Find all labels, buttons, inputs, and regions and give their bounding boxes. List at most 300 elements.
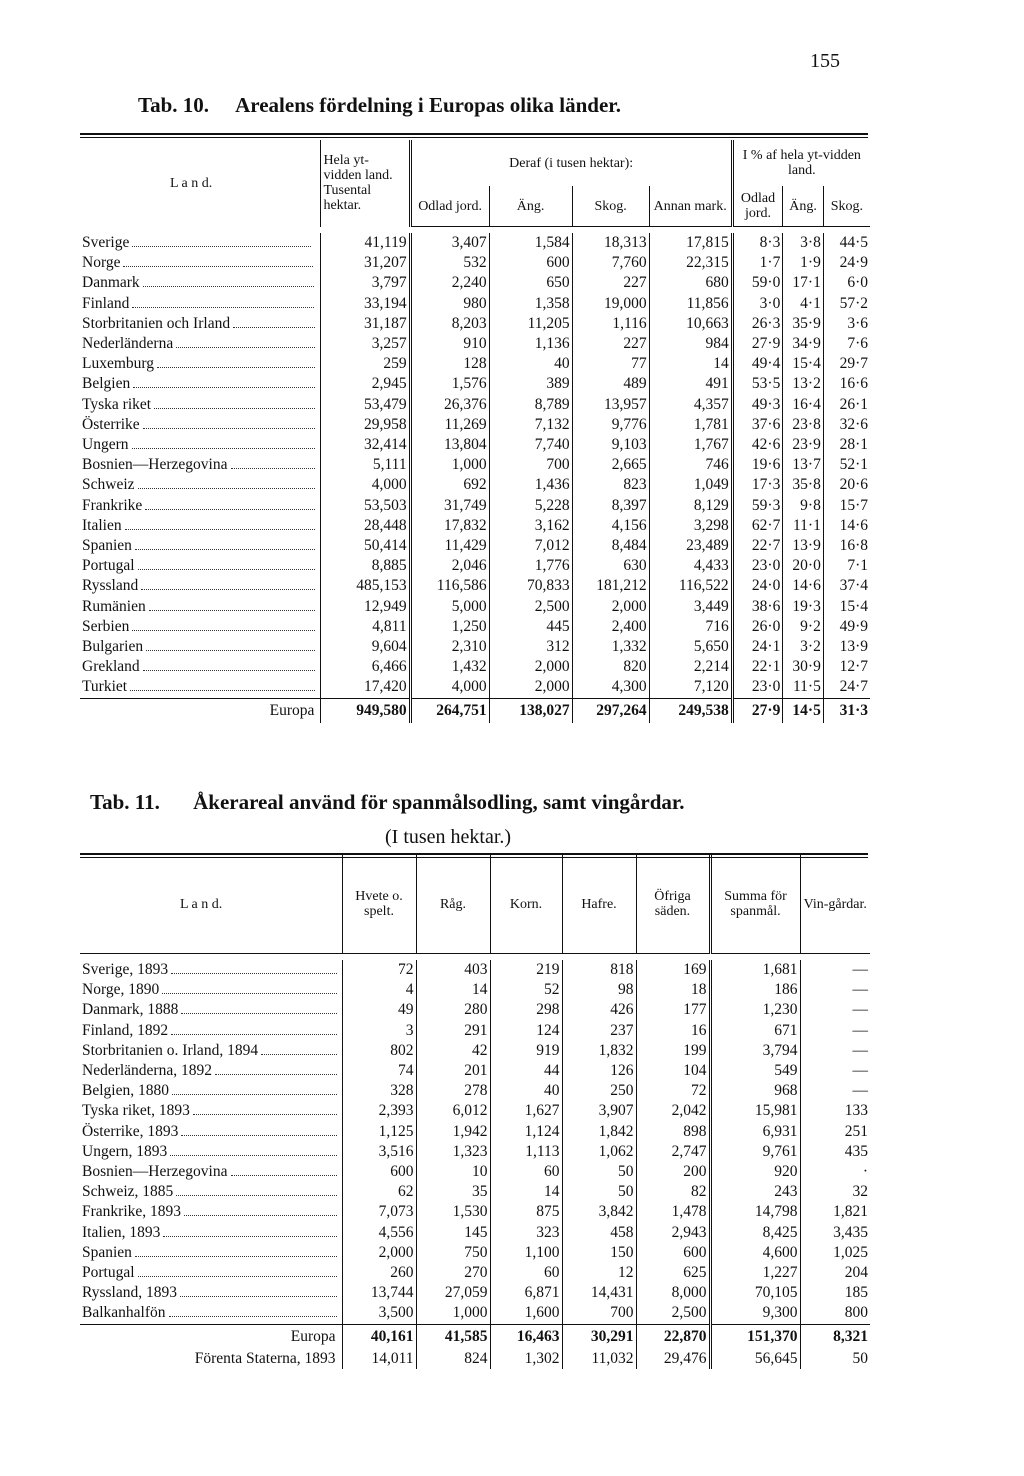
value-cell: 104: [636, 1061, 710, 1081]
value-cell: 1,100: [490, 1243, 562, 1263]
value-cell: 28,448: [321, 516, 410, 536]
value-cell: 77: [572, 354, 649, 374]
value-cell: 50,414: [321, 536, 410, 556]
value-cell: 3,516: [342, 1142, 416, 1162]
leader-dots: [233, 317, 315, 328]
table-row: [80, 1021, 870, 1041]
value-cell: 2,214: [649, 657, 732, 677]
value-cell: 2,000: [342, 1243, 416, 1263]
value-cell: 15·7: [823, 496, 870, 516]
value-cell: 27·9: [732, 698, 783, 723]
leader-dots: [170, 1145, 337, 1156]
value-cell: 7,012: [489, 536, 572, 556]
total-row: [80, 1324, 870, 1349]
value-cell: 249,538: [649, 698, 732, 723]
table-row: [80, 314, 870, 334]
value-cell: 74: [342, 1061, 416, 1081]
land-name: Rumänien: [82, 597, 146, 615]
value-cell: 259: [321, 354, 410, 374]
tab11-body: [80, 960, 870, 1369]
value-cell: 7,740: [489, 435, 572, 455]
value-cell: 13·9: [823, 637, 870, 657]
value-cell: 7,120: [649, 677, 732, 698]
land-cell: [80, 273, 321, 293]
leader-dots: [184, 1205, 337, 1216]
tab11-header-hvete: Hvete o. spelt.: [342, 855, 416, 954]
value-cell: 133: [800, 1101, 870, 1121]
table-row: [80, 657, 870, 677]
value-cell: 3·0: [732, 294, 783, 314]
table-row: [80, 516, 870, 536]
value-cell: 8,484: [572, 536, 649, 556]
land-name: Sverige, 1893: [82, 961, 169, 978]
value-cell: 3,257: [321, 334, 410, 354]
value-cell: 13·9: [783, 536, 824, 556]
land-cell: [80, 597, 321, 617]
land-name: Nederländerna, 1892: [82, 1062, 212, 1080]
value-cell: 3·2: [783, 637, 824, 657]
value-cell: 56,645: [710, 1349, 800, 1369]
value-cell: —: [800, 1061, 870, 1081]
value-cell: 18,313: [572, 233, 649, 253]
value-cell: 2,000: [489, 677, 572, 698]
leader-dots: [171, 1024, 337, 1035]
value-cell: 31,187: [321, 314, 410, 334]
value-cell: 298: [490, 1000, 562, 1020]
land-cell: [80, 657, 321, 677]
value-cell: 219: [490, 960, 562, 980]
land-cell: [80, 314, 321, 334]
land-cell: [80, 374, 321, 394]
value-cell: 746: [649, 455, 732, 475]
total-row: [80, 698, 870, 723]
value-cell: 126: [562, 1061, 636, 1081]
value-cell: 53,479: [321, 395, 410, 415]
leader-dots: [157, 357, 315, 368]
table-row: [80, 354, 870, 374]
land-name: Italien, 1893: [82, 1223, 161, 1241]
value-cell: 3,794: [710, 1041, 800, 1061]
land-name: Portugal: [82, 557, 135, 575]
value-cell: 3: [342, 1021, 416, 1041]
value-cell: 802: [342, 1041, 416, 1061]
value-cell: 389: [489, 374, 572, 394]
tab11-title: [90, 790, 990, 815]
land-name: Turkiet: [82, 678, 128, 696]
value-cell: 31·3: [823, 698, 870, 723]
tab10-header-hela: Hela yt-vidden land. Tusental hektar.: [321, 140, 410, 227]
value-cell: 270: [416, 1263, 490, 1283]
value-cell: 16: [636, 1021, 710, 1041]
value-cell: 1,250: [410, 617, 489, 637]
table-row: [80, 1283, 870, 1303]
value-cell: 70,833: [489, 576, 572, 596]
value-cell: 9,103: [572, 435, 649, 455]
land-cell: [80, 1223, 342, 1243]
land-name: Belgien: [82, 375, 131, 393]
value-cell: 1,576: [410, 374, 489, 394]
value-cell: 984: [649, 334, 732, 354]
value-cell: 11·1: [783, 516, 824, 536]
table-row: [80, 334, 870, 354]
value-cell: 700: [562, 1303, 636, 1324]
land-name: Tyska riket, 1893: [82, 1102, 190, 1120]
table-row: [80, 1223, 870, 1243]
value-cell: 11,205: [489, 314, 572, 334]
value-cell: 2,393: [342, 1101, 416, 1121]
value-cell: 1,821: [800, 1202, 870, 1222]
land-cell: [80, 294, 321, 314]
table-row: [80, 455, 870, 475]
land-name: Österrike: [82, 415, 140, 433]
value-cell: 32·6: [823, 415, 870, 435]
land-name: Balkanhalfön: [82, 1304, 166, 1322]
value-cell: 3·6: [823, 314, 870, 334]
value-cell: 72: [636, 1081, 710, 1101]
value-cell: 818: [562, 960, 636, 980]
value-cell: 3,298: [649, 516, 732, 536]
value-cell: 2,943: [636, 1223, 710, 1243]
value-cell: 22·1: [732, 657, 783, 677]
value-cell: 6,466: [321, 657, 410, 677]
land-name: Portugal: [82, 1264, 135, 1282]
value-cell: 243: [710, 1182, 800, 1202]
value-cell: 8,425: [710, 1223, 800, 1243]
value-cell: 6,871: [490, 1283, 562, 1303]
value-cell: 8,789: [489, 395, 572, 415]
value-cell: 1·9: [783, 253, 824, 273]
value-cell: 237: [562, 1021, 636, 1041]
leader-dots: [143, 276, 314, 287]
value-cell: 4,300: [572, 677, 649, 698]
value-cell: 201: [416, 1061, 490, 1081]
value-cell: 38·6: [732, 597, 783, 617]
value-cell: 18: [636, 980, 710, 1000]
tab10-header-land: L a n d.: [170, 175, 213, 191]
value-cell: 250: [562, 1081, 636, 1101]
land-name: Spanien: [82, 537, 132, 555]
leader-dots: [231, 458, 315, 469]
tab10-heading: Arealens fördelning i Europas olika länder.: [235, 93, 621, 117]
value-cell: 16,463: [490, 1324, 562, 1349]
land-cell: [80, 1243, 342, 1263]
value-cell: 26·1: [823, 395, 870, 415]
value-cell: 1,025: [800, 1243, 870, 1263]
value-cell: 31,749: [410, 496, 489, 516]
value-cell: 280: [416, 1000, 490, 1020]
land-name: Storbritanien och Irland: [82, 314, 231, 332]
tab11-header-ovriga: Öfriga säden.: [636, 855, 710, 954]
land-name: Europa: [290, 1327, 336, 1345]
value-cell: 41,119: [321, 233, 410, 253]
leader-dots: [138, 1266, 337, 1277]
land-cell: [80, 556, 321, 576]
value-cell: 14,431: [562, 1283, 636, 1303]
value-cell: 29·7: [823, 354, 870, 374]
value-cell: —: [800, 1081, 870, 1101]
leader-dots: [130, 680, 315, 691]
leader-dots: [125, 519, 315, 530]
value-cell: 30·9: [783, 657, 824, 677]
value-cell: 491: [649, 374, 732, 394]
value-cell: 62·7: [732, 516, 783, 536]
value-cell: 1,584: [489, 233, 572, 253]
leader-dots: [135, 539, 315, 550]
leader-dots: [180, 1286, 337, 1297]
leader-dots: [145, 499, 315, 510]
tab10-header-annan: Annan mark.: [649, 186, 732, 227]
value-cell: 3,842: [562, 1202, 636, 1222]
table-row: [80, 415, 870, 435]
tab11-header-summa: Summa för spanmål.: [710, 855, 800, 954]
value-cell: 968: [710, 1081, 800, 1101]
value-cell: 44: [490, 1061, 562, 1081]
value-cell: 29,958: [321, 415, 410, 435]
value-cell: 49·9: [823, 617, 870, 637]
value-cell: 8,397: [572, 496, 649, 516]
table-row: [80, 435, 870, 455]
value-cell: 7,132: [489, 415, 572, 435]
land-name: Belgien, 1880: [82, 1082, 169, 1100]
value-cell: 671: [710, 1021, 800, 1041]
land-cell: [80, 233, 321, 253]
value-cell: 919: [490, 1041, 562, 1061]
leader-dots: [163, 1226, 337, 1237]
value-cell: 549: [710, 1061, 800, 1081]
land-cell: [80, 576, 321, 596]
land-name: Ryssland, 1893: [82, 1284, 177, 1302]
leader-dots: [138, 559, 315, 570]
value-cell: 13,957: [572, 395, 649, 415]
land-name: Ungern: [82, 436, 129, 454]
value-cell: 3,162: [489, 516, 572, 536]
tab10-body: [80, 233, 870, 723]
land-name: Spanien: [82, 1243, 132, 1261]
table-row: [80, 677, 870, 698]
value-cell: 9,761: [710, 1142, 800, 1162]
value-cell: 1,776: [489, 556, 572, 576]
table-row: [80, 597, 870, 617]
land-cell: [80, 354, 321, 374]
table-row: [80, 1162, 870, 1182]
value-cell: 1,781: [649, 415, 732, 435]
value-cell: 13,744: [342, 1283, 416, 1303]
value-cell: 1,302: [490, 1349, 562, 1369]
value-cell: 2,310: [410, 637, 489, 657]
value-cell: —: [800, 1000, 870, 1020]
value-cell: 40,161: [342, 1324, 416, 1349]
value-cell: 4,600: [710, 1243, 800, 1263]
value-cell: 98: [562, 980, 636, 1000]
land-name: Österrike, 1893: [82, 1122, 179, 1140]
land-name: Bosnien—Herzegovina: [82, 456, 228, 474]
value-cell: 278: [416, 1081, 490, 1101]
land-name: Danmark, 1888: [82, 1001, 179, 1019]
land-cell: [80, 1041, 342, 1061]
value-cell: 2,665: [572, 455, 649, 475]
value-cell: 297,264: [572, 698, 649, 723]
value-cell: 53·5: [732, 374, 783, 394]
table-row: [80, 1061, 870, 1081]
leader-dots: [143, 418, 315, 429]
value-cell: 2,500: [489, 597, 572, 617]
land-cell: [80, 980, 342, 1000]
value-cell: 716: [649, 617, 732, 637]
value-cell: —: [800, 960, 870, 980]
value-cell: 1,000: [416, 1303, 490, 1324]
value-cell: 750: [416, 1243, 490, 1263]
value-cell: 1,432: [410, 657, 489, 677]
leader-dots: [181, 1125, 337, 1136]
value-cell: 32: [800, 1182, 870, 1202]
value-cell: 128: [410, 354, 489, 374]
value-cell: 11,429: [410, 536, 489, 556]
land-name: Bulgarien: [82, 638, 144, 656]
value-cell: 42·6: [732, 435, 783, 455]
value-cell: 34·9: [783, 334, 824, 354]
value-cell: 426: [562, 1000, 636, 1020]
value-cell: 26,376: [410, 395, 489, 415]
value-cell: 3,435: [800, 1223, 870, 1243]
value-cell: 1,136: [489, 334, 572, 354]
leader-dots: [132, 297, 314, 308]
land-cell: [80, 1061, 342, 1081]
value-cell: 1,478: [636, 1202, 710, 1222]
value-cell: 2,400: [572, 617, 649, 637]
value-cell: 4,156: [572, 516, 649, 536]
value-cell: 8,321: [800, 1324, 870, 1349]
value-cell: 4·1: [783, 294, 824, 314]
value-cell: 489: [572, 374, 649, 394]
value-cell: 1,530: [416, 1202, 490, 1222]
value-cell: 8·3: [732, 233, 783, 253]
value-cell: 820: [572, 657, 649, 677]
value-cell: 5,650: [649, 637, 732, 657]
value-cell: 11,856: [649, 294, 732, 314]
value-cell: 1,942: [416, 1122, 490, 1142]
value-cell: 1,767: [649, 435, 732, 455]
land-cell: [80, 1162, 342, 1182]
value-cell: 1,062: [562, 1142, 636, 1162]
value-cell: 2,500: [636, 1303, 710, 1324]
tab10-label: Tab. 10.: [138, 93, 210, 117]
leader-dots: [132, 620, 315, 631]
value-cell: 14: [649, 354, 732, 374]
value-cell: 9·2: [783, 617, 824, 637]
value-cell: 60: [490, 1263, 562, 1283]
value-cell: 15,981: [710, 1101, 800, 1121]
value-cell: 1,681: [710, 960, 800, 980]
land-cell: [80, 455, 321, 475]
table-row: [80, 1182, 870, 1202]
tab11-table: [80, 855, 870, 1369]
value-cell: 4,000: [410, 677, 489, 698]
value-cell: 1,227: [710, 1263, 800, 1283]
value-cell: 49: [342, 1000, 416, 1020]
value-cell: 920: [710, 1162, 800, 1182]
value-cell: 6·0: [823, 273, 870, 293]
value-cell: 59·3: [732, 496, 783, 516]
leader-dots: [149, 600, 315, 611]
value-cell: 3,797: [321, 273, 410, 293]
table-row: [80, 637, 870, 657]
value-cell: 40: [489, 354, 572, 374]
value-cell: 50: [562, 1162, 636, 1182]
land-name: Ryssland: [82, 577, 139, 595]
value-cell: —: [800, 1021, 870, 1041]
value-cell: 169: [636, 960, 710, 980]
value-cell: 445: [489, 617, 572, 637]
land-name: Europa: [269, 701, 315, 719]
table-row: [80, 1303, 870, 1324]
value-cell: 19·6: [732, 455, 783, 475]
table-row: [80, 1000, 870, 1020]
table-row: [80, 496, 870, 516]
value-cell: 37·6: [732, 415, 783, 435]
value-cell: 27,059: [416, 1283, 490, 1303]
value-cell: 251: [800, 1122, 870, 1142]
value-cell: 3,500: [342, 1303, 416, 1324]
value-cell: 151,370: [710, 1324, 800, 1349]
leader-dots: [181, 1003, 337, 1014]
value-cell: 7,760: [572, 253, 649, 273]
land-cell: [80, 1303, 342, 1324]
value-cell: 823: [572, 475, 649, 495]
land-name: Luxemburg: [82, 355, 155, 373]
land-name: Norge: [82, 254, 121, 272]
value-cell: 185: [800, 1283, 870, 1303]
value-cell: 910: [410, 334, 489, 354]
value-cell: 12,949: [321, 597, 410, 617]
table-row: [80, 1041, 870, 1061]
value-cell: 227: [572, 334, 649, 354]
value-cell: 57·2: [823, 294, 870, 314]
tab10-header-odlad: Odlad jord.: [410, 186, 489, 227]
land-name: Storbritanien o. Irland, 1894: [82, 1041, 259, 1059]
value-cell: 980: [410, 294, 489, 314]
value-cell: 600: [342, 1162, 416, 1182]
value-cell: 2,000: [489, 657, 572, 677]
value-cell: 14·5: [783, 698, 824, 723]
value-cell: 3,407: [410, 233, 489, 253]
leader-dots: [176, 337, 315, 348]
value-cell: 24·1: [732, 637, 783, 657]
table-row: [80, 617, 870, 637]
value-cell: 13,804: [410, 435, 489, 455]
value-cell: 204: [800, 1263, 870, 1283]
land-cell: [80, 516, 321, 536]
value-cell: —: [800, 1041, 870, 1061]
value-cell: 49·4: [732, 354, 783, 374]
land-name: Förenta Staterna, 1893: [194, 1349, 336, 1367]
value-cell: 3,907: [562, 1101, 636, 1121]
value-cell: 60: [490, 1162, 562, 1182]
tab11-label: Tab. 11.: [90, 790, 160, 814]
value-cell: 4: [342, 980, 416, 1000]
value-cell: 17,815: [649, 233, 732, 253]
value-cell: 8,129: [649, 496, 732, 516]
value-cell: 150: [562, 1243, 636, 1263]
land-name: Nederländerna: [82, 335, 174, 353]
value-cell: 14,011: [342, 1349, 416, 1369]
value-cell: 949,580: [321, 698, 410, 723]
table-row: [80, 1202, 870, 1222]
value-cell: 29,476: [636, 1349, 710, 1369]
extra-row: [80, 1349, 870, 1369]
value-cell: 177: [636, 1000, 710, 1020]
value-cell: 33,194: [321, 294, 410, 314]
value-cell: 35·9: [783, 314, 824, 334]
